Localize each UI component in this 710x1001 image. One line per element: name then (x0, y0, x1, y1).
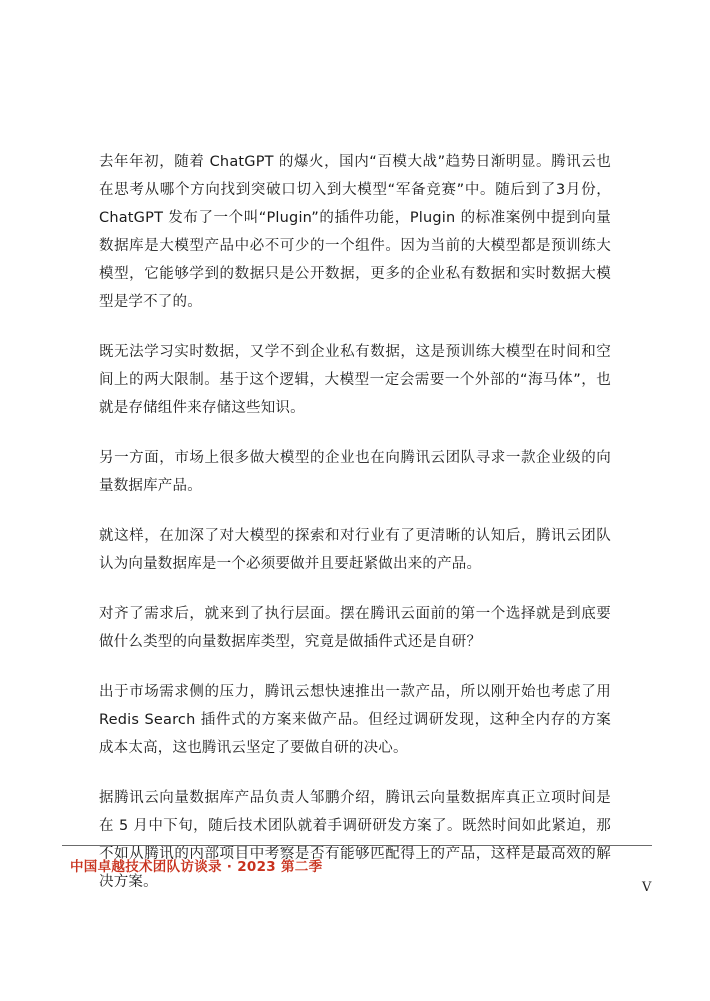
paragraph-5: 对齐了需求后，就来到了执行层面。摆在腾讯云面前的第一个选择就是到底要做什么类型的向量数据库类型，究竟是做插件式还是自研？ (99, 606, 611, 650)
paragraph-3: 另一方面，市场上很多做大模型的企业也在向腾讯云团队寻求一款企业级的向量数据库产品。 (99, 450, 611, 494)
paragraph-7: 据腾讯云向量数据库产品负责人邹鹏介绍，腾讯云向量数据库真正立项时间是在 5 月中下旬，随后技术团队就着手调研研发方案了。既然时间如此紧迫，那不如从腾讯的内部项目中考察是否有能够匹配得上的产品，这样是最高效的解决方案。 (99, 790, 611, 890)
footer-publication-title: 中国卓越技术团队访谈录 · 2023 第二季 (70, 859, 323, 875)
paragraph-4: 就这样，在加深了对大模型的探索和对行业有了更清晰的认知后，腾讯云团队认为向量数据库是一个必须要做并且要赶紧做出来的产品。 (99, 528, 611, 572)
footer-divider (62, 845, 652, 846)
paragraph-1: 去年年初，随着 ChatGPT 的爆火，国内“百模大战”趋势日渐明显。腾讯云也在思考从哪个方向找到突破口切入到大模型“军备竞赛”中。随后到了3月份，ChatGPT 发布了一个叫“Plugin”的插件功能，Plugin 的标准案例中提到向量数据库是大模型产品中必不可少的一个组件。因为当前的大模型都是预训练大模型，它能够学到的数据只是公开数据，更多的企业私有数据和实时数据大模型是学不了的。 (99, 154, 611, 310)
page-number: V (642, 880, 652, 895)
article-body (99, 148, 611, 918)
paragraph-6: 出于市场需求侧的压力，腾讯云想快速推出一款产品，所以刚开始也考虑了用 Redis Search 插件式的方案来做产品。但经过调研发现，这种全内存的方案成本太高，这也腾讯云坚定了要做自研的决心。 (99, 684, 611, 756)
paragraph-2: 既无法学习实时数据，又学不到企业私有数据，这是预训练大模型在时间和空间上的两大限制。基于这个逻辑，大模型一定会需要一个外部的“海马体”，也就是存储组件来存储这些知识。 (99, 344, 611, 416)
